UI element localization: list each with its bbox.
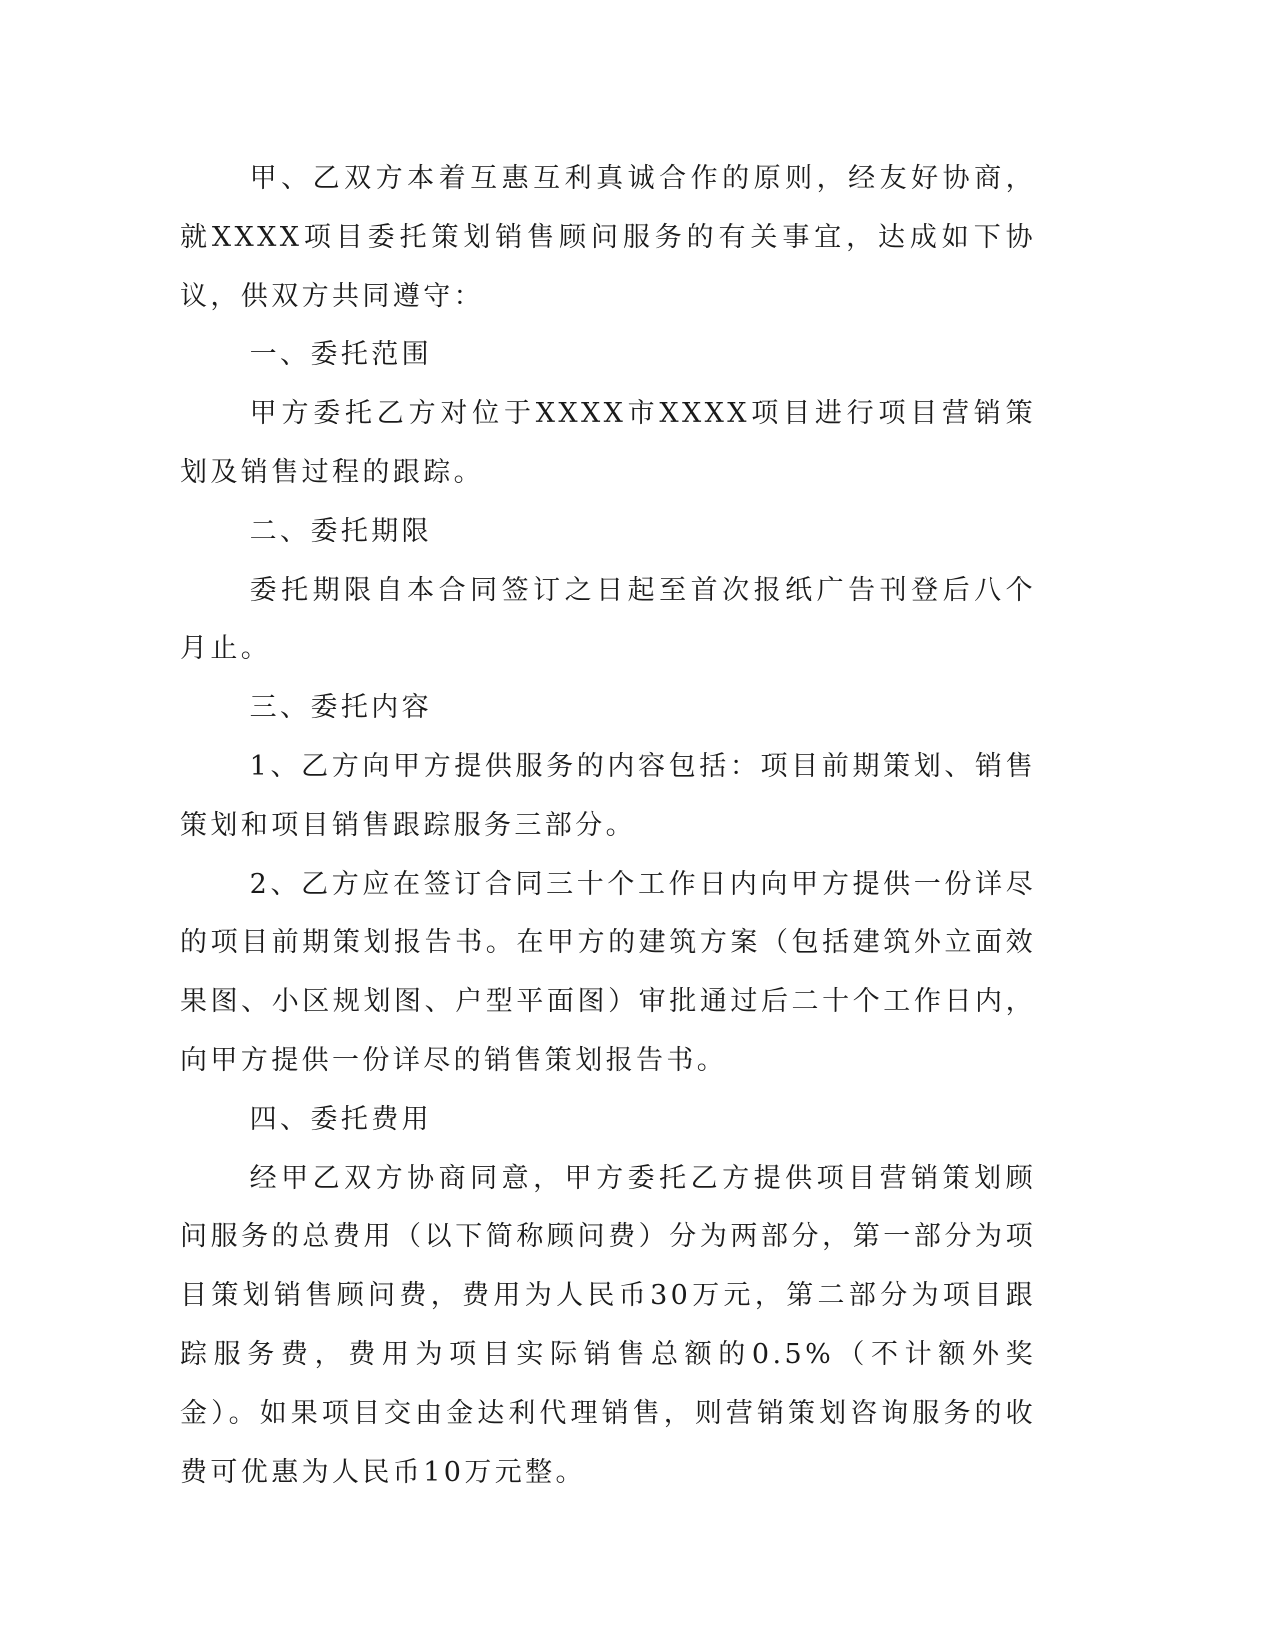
section-heading-term: 二、委托期限 xyxy=(249,515,433,547)
content-item-2: 2、乙方应在签订合同三十个工作日内向甲方提供一份详尽的项目前期策划报告书。在甲方的建筑方案（包括建筑外立面效果图、小区规划图、户型平面图）审批通过后二十个工作日内，向甲方提供一份详尽的销售策划报告书。 xyxy=(180,868,1036,1076)
content-item-1: 1、乙方向甲方提供服务的内容包括：项目前期策划、销售策划和项目销售跟踪服务三部分。 xyxy=(180,750,1036,841)
scope-paragraph: 甲方委托乙方对位于XXXX市XXXX项目进行项目营销策划及销售过程的跟踪。 xyxy=(180,398,1036,488)
section-heading-content: 三、委托内容 xyxy=(249,692,433,724)
document-body xyxy=(180,150,1036,1502)
intro-paragraph: 甲、乙双方本着互惠互利真诚合作的原则，经友好协商，就XXXX项目委托策划销售顾问服务的有关事宜，达成如下协议，供双方共同遵守： xyxy=(180,163,1036,312)
section-heading-scope: 一、委托范围 xyxy=(249,339,433,371)
fees-paragraph: 经甲乙双方协商同意，甲方委托乙方提供项目营销策划顾问服务的总费用（以下简称顾问费）分为两部分，第一部分为项目策划销售顾问费，费用为人民币30万元，第二部分为项目跟踪服务费，费用为项目实际销售总额的0.5%（不计额外奖金）。如果项目交由金达利代理销售，则营销策划咨询服务的收费可优惠为人民币10万元整。 xyxy=(180,1162,1036,1488)
section-heading-fees: 四、委托费用 xyxy=(249,1103,433,1135)
term-paragraph: 委托期限自本合同签订之日起至首次报纸广告刊登后八个月止。 xyxy=(180,574,1036,665)
